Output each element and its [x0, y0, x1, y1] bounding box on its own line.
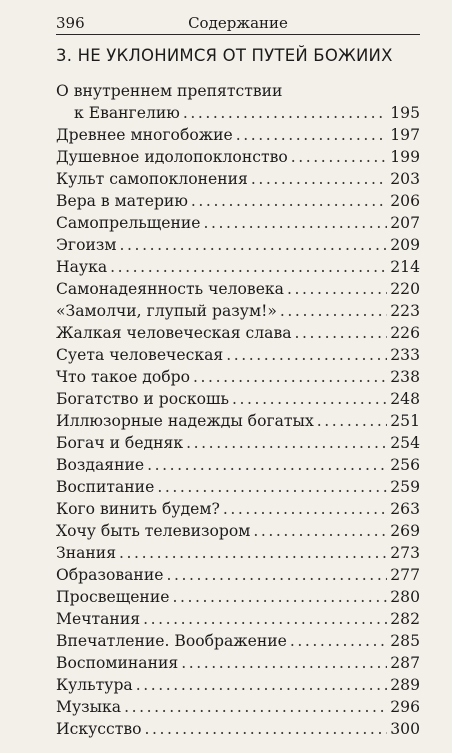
table-of-contents — [56, 80, 420, 740]
toc-entry — [56, 564, 420, 586]
dot-leader — [226, 344, 387, 366]
toc-entry-title: Суета человеческая — [56, 346, 224, 364]
toc-entry-title: Богатство и роскошь — [56, 390, 230, 408]
toc-entry-row — [56, 564, 420, 586]
toc-entry-title: Кого винить будем? — [56, 500, 220, 518]
toc-entry-row — [56, 520, 420, 542]
toc-entry — [56, 432, 420, 454]
toc-entry — [56, 80, 420, 124]
toc-entry-row — [56, 608, 420, 630]
toc-entry-row — [56, 256, 420, 278]
dot-leader — [290, 630, 387, 652]
toc-entry-page: 226 — [390, 324, 420, 342]
toc-entry-row — [56, 300, 420, 322]
toc-entry — [56, 542, 420, 564]
toc-entry — [56, 124, 420, 146]
dot-leader — [166, 564, 387, 586]
dot-leader — [110, 256, 387, 278]
toc-entry — [56, 410, 420, 432]
dot-leader — [193, 366, 387, 388]
toc-entry — [56, 388, 420, 410]
toc-entry-page: 287 — [390, 654, 420, 672]
toc-entry-row — [56, 102, 420, 124]
dot-leader — [186, 432, 387, 454]
running-head — [56, 12, 420, 35]
toc-entry — [56, 454, 420, 476]
toc-entry — [56, 344, 420, 366]
toc-entry — [56, 212, 420, 234]
dot-leader — [191, 190, 387, 212]
toc-entry-title: Богач и бедняк — [56, 434, 184, 452]
toc-entry — [56, 630, 420, 652]
toc-entry-page: 263 — [390, 500, 420, 518]
toc-entry-page: 209 — [390, 236, 420, 254]
toc-entry-row — [56, 234, 420, 256]
toc-entry-title: Душевное идолопоклонство — [56, 148, 288, 166]
dot-leader — [232, 388, 387, 410]
toc-entry-page: 207 — [390, 214, 420, 232]
toc-entry — [56, 476, 420, 498]
toc-entry-page: 199 — [390, 148, 420, 166]
toc-entry-page: 269 — [390, 522, 420, 540]
toc-entry-title: Самопрельщение — [56, 214, 201, 232]
toc-entry-title: Самонадеянность человека — [56, 280, 284, 298]
toc-entry — [56, 586, 420, 608]
toc-entry-title: Воспоминания — [56, 654, 179, 672]
toc-entry-title: Знания — [56, 544, 117, 562]
toc-entry-row — [56, 190, 420, 212]
toc-entry-title: Образование — [56, 566, 164, 584]
dot-leader — [136, 674, 388, 696]
toc-entry — [56, 190, 420, 212]
toc-entry-row — [56, 410, 420, 432]
toc-entry-title: Воздаяние — [56, 456, 145, 474]
toc-entry — [56, 366, 420, 388]
toc-entry-page: 296 — [390, 698, 420, 716]
toc-entry-title: Вера в материю — [56, 192, 188, 210]
toc-entry-title: Иллюзорные надежды богатых — [56, 412, 314, 430]
toc-entry-page: 285 — [390, 632, 420, 650]
toc-entry-row — [56, 388, 420, 410]
toc-entry-page: 289 — [390, 676, 420, 694]
toc-entry-row — [56, 322, 420, 344]
dot-leader — [236, 124, 388, 146]
dot-leader — [143, 608, 387, 630]
dot-leader — [295, 322, 388, 344]
toc-entry — [56, 278, 420, 300]
dot-leader — [120, 234, 388, 256]
dot-leader — [287, 278, 387, 300]
toc-entry — [56, 520, 420, 542]
dot-leader — [181, 652, 387, 674]
toc-entry-row — [56, 344, 420, 366]
toc-entry — [56, 652, 420, 674]
toc-entry-title: Культ самопоклонения — [56, 170, 248, 188]
toc-entry-title: Впечатление. Воображение — [56, 632, 287, 650]
toc-entry-page: 233 — [390, 346, 420, 364]
toc-entry-row — [56, 124, 420, 146]
dot-leader — [124, 696, 387, 718]
toc-entry — [56, 498, 420, 520]
toc-entry-title: Древнее многобожие — [56, 126, 233, 144]
toc-entry-title: Просвещение — [56, 588, 170, 606]
toc-entry-title: Жалкая человеческая слава — [56, 324, 292, 342]
toc-entry-row — [56, 366, 420, 388]
toc-entry-row — [56, 652, 420, 674]
dot-leader — [147, 454, 387, 476]
dot-leader — [253, 520, 387, 542]
toc-entry-title: Культура — [56, 676, 133, 694]
toc-entry-page: 195 — [390, 104, 420, 122]
toc-entry-page: 238 — [390, 368, 420, 386]
toc-entry-page: 248 — [390, 390, 420, 408]
toc-entry-title: Что такое добро — [56, 368, 191, 386]
toc-entry-title: Воспитание — [56, 478, 155, 496]
toc-entry-row — [56, 696, 420, 718]
toc-entry — [56, 674, 420, 696]
toc-entry-row — [56, 278, 420, 300]
dot-leader — [183, 102, 387, 124]
toc-entry-page: 203 — [390, 170, 420, 188]
dot-leader — [157, 476, 387, 498]
toc-entry-row — [56, 146, 420, 168]
toc-entry — [56, 696, 420, 718]
toc-entry-row — [56, 542, 420, 564]
dot-leader — [172, 586, 387, 608]
toc-entry-page: 273 — [390, 544, 420, 562]
toc-entry-row — [56, 630, 420, 652]
toc-entry-page: 197 — [390, 126, 420, 144]
toc-entry-page: 254 — [390, 434, 420, 452]
toc-entry — [56, 256, 420, 278]
toc-entry-row — [56, 432, 420, 454]
running-head-title: Содержание — [188, 14, 288, 32]
toc-entry-title: Искусство — [56, 720, 142, 738]
toc-entry-page: 223 — [390, 302, 420, 320]
dot-leader — [204, 212, 388, 234]
toc-entry-row — [56, 674, 420, 696]
page-number: 396 — [56, 14, 85, 32]
toc-entry-row — [56, 586, 420, 608]
dot-leader — [280, 300, 387, 322]
toc-entry — [56, 718, 420, 740]
dot-leader — [119, 542, 387, 564]
toc-entry-page: 300 — [390, 720, 420, 738]
toc-entry-row — [56, 498, 420, 520]
toc-entry-page: 206 — [390, 192, 420, 210]
toc-entry-row — [56, 476, 420, 498]
dot-leader — [317, 410, 387, 432]
dot-leader — [223, 498, 387, 520]
toc-entry-page: 259 — [390, 478, 420, 496]
toc-entry-page: 220 — [390, 280, 420, 298]
toc-entry — [56, 234, 420, 256]
toc-entry-page: 277 — [390, 566, 420, 584]
toc-entry-title: Музыка — [56, 698, 122, 716]
toc-entry-row — [56, 454, 420, 476]
toc-entry-title: к Евангелию — [74, 104, 180, 122]
toc-entry-row — [56, 212, 420, 234]
toc-entry — [56, 322, 420, 344]
toc-entry-title: Хочу быть телевизором — [56, 522, 251, 540]
section-title: 3. НЕ УКЛОНИМСЯ ОТ ПУТЕЙ БОЖИИХ — [56, 46, 393, 65]
toc-entry-title-line1: О внутреннем препятствии — [56, 82, 283, 100]
toc-entry — [56, 168, 420, 190]
toc-entry-page: 214 — [390, 258, 420, 276]
dot-leader — [251, 168, 387, 190]
toc-entry-page: 282 — [390, 610, 420, 628]
dot-leader — [145, 718, 388, 740]
toc-entry-title: Наука — [56, 258, 108, 276]
toc-entry-row — [56, 718, 420, 740]
toc-entry-page: 256 — [390, 456, 420, 474]
toc-entry-page: 251 — [390, 412, 420, 430]
toc-entry-page: 280 — [390, 588, 420, 606]
toc-entry-title: «Замолчи, глупый разум!» — [56, 302, 277, 320]
toc-entry — [56, 146, 420, 168]
toc-entry — [56, 608, 420, 630]
toc-entry-title: Эгоизм — [56, 236, 117, 254]
dot-leader — [291, 146, 387, 168]
toc-entry-title: Мечтания — [56, 610, 141, 628]
toc-entry — [56, 300, 420, 322]
toc-entry-row — [56, 168, 420, 190]
